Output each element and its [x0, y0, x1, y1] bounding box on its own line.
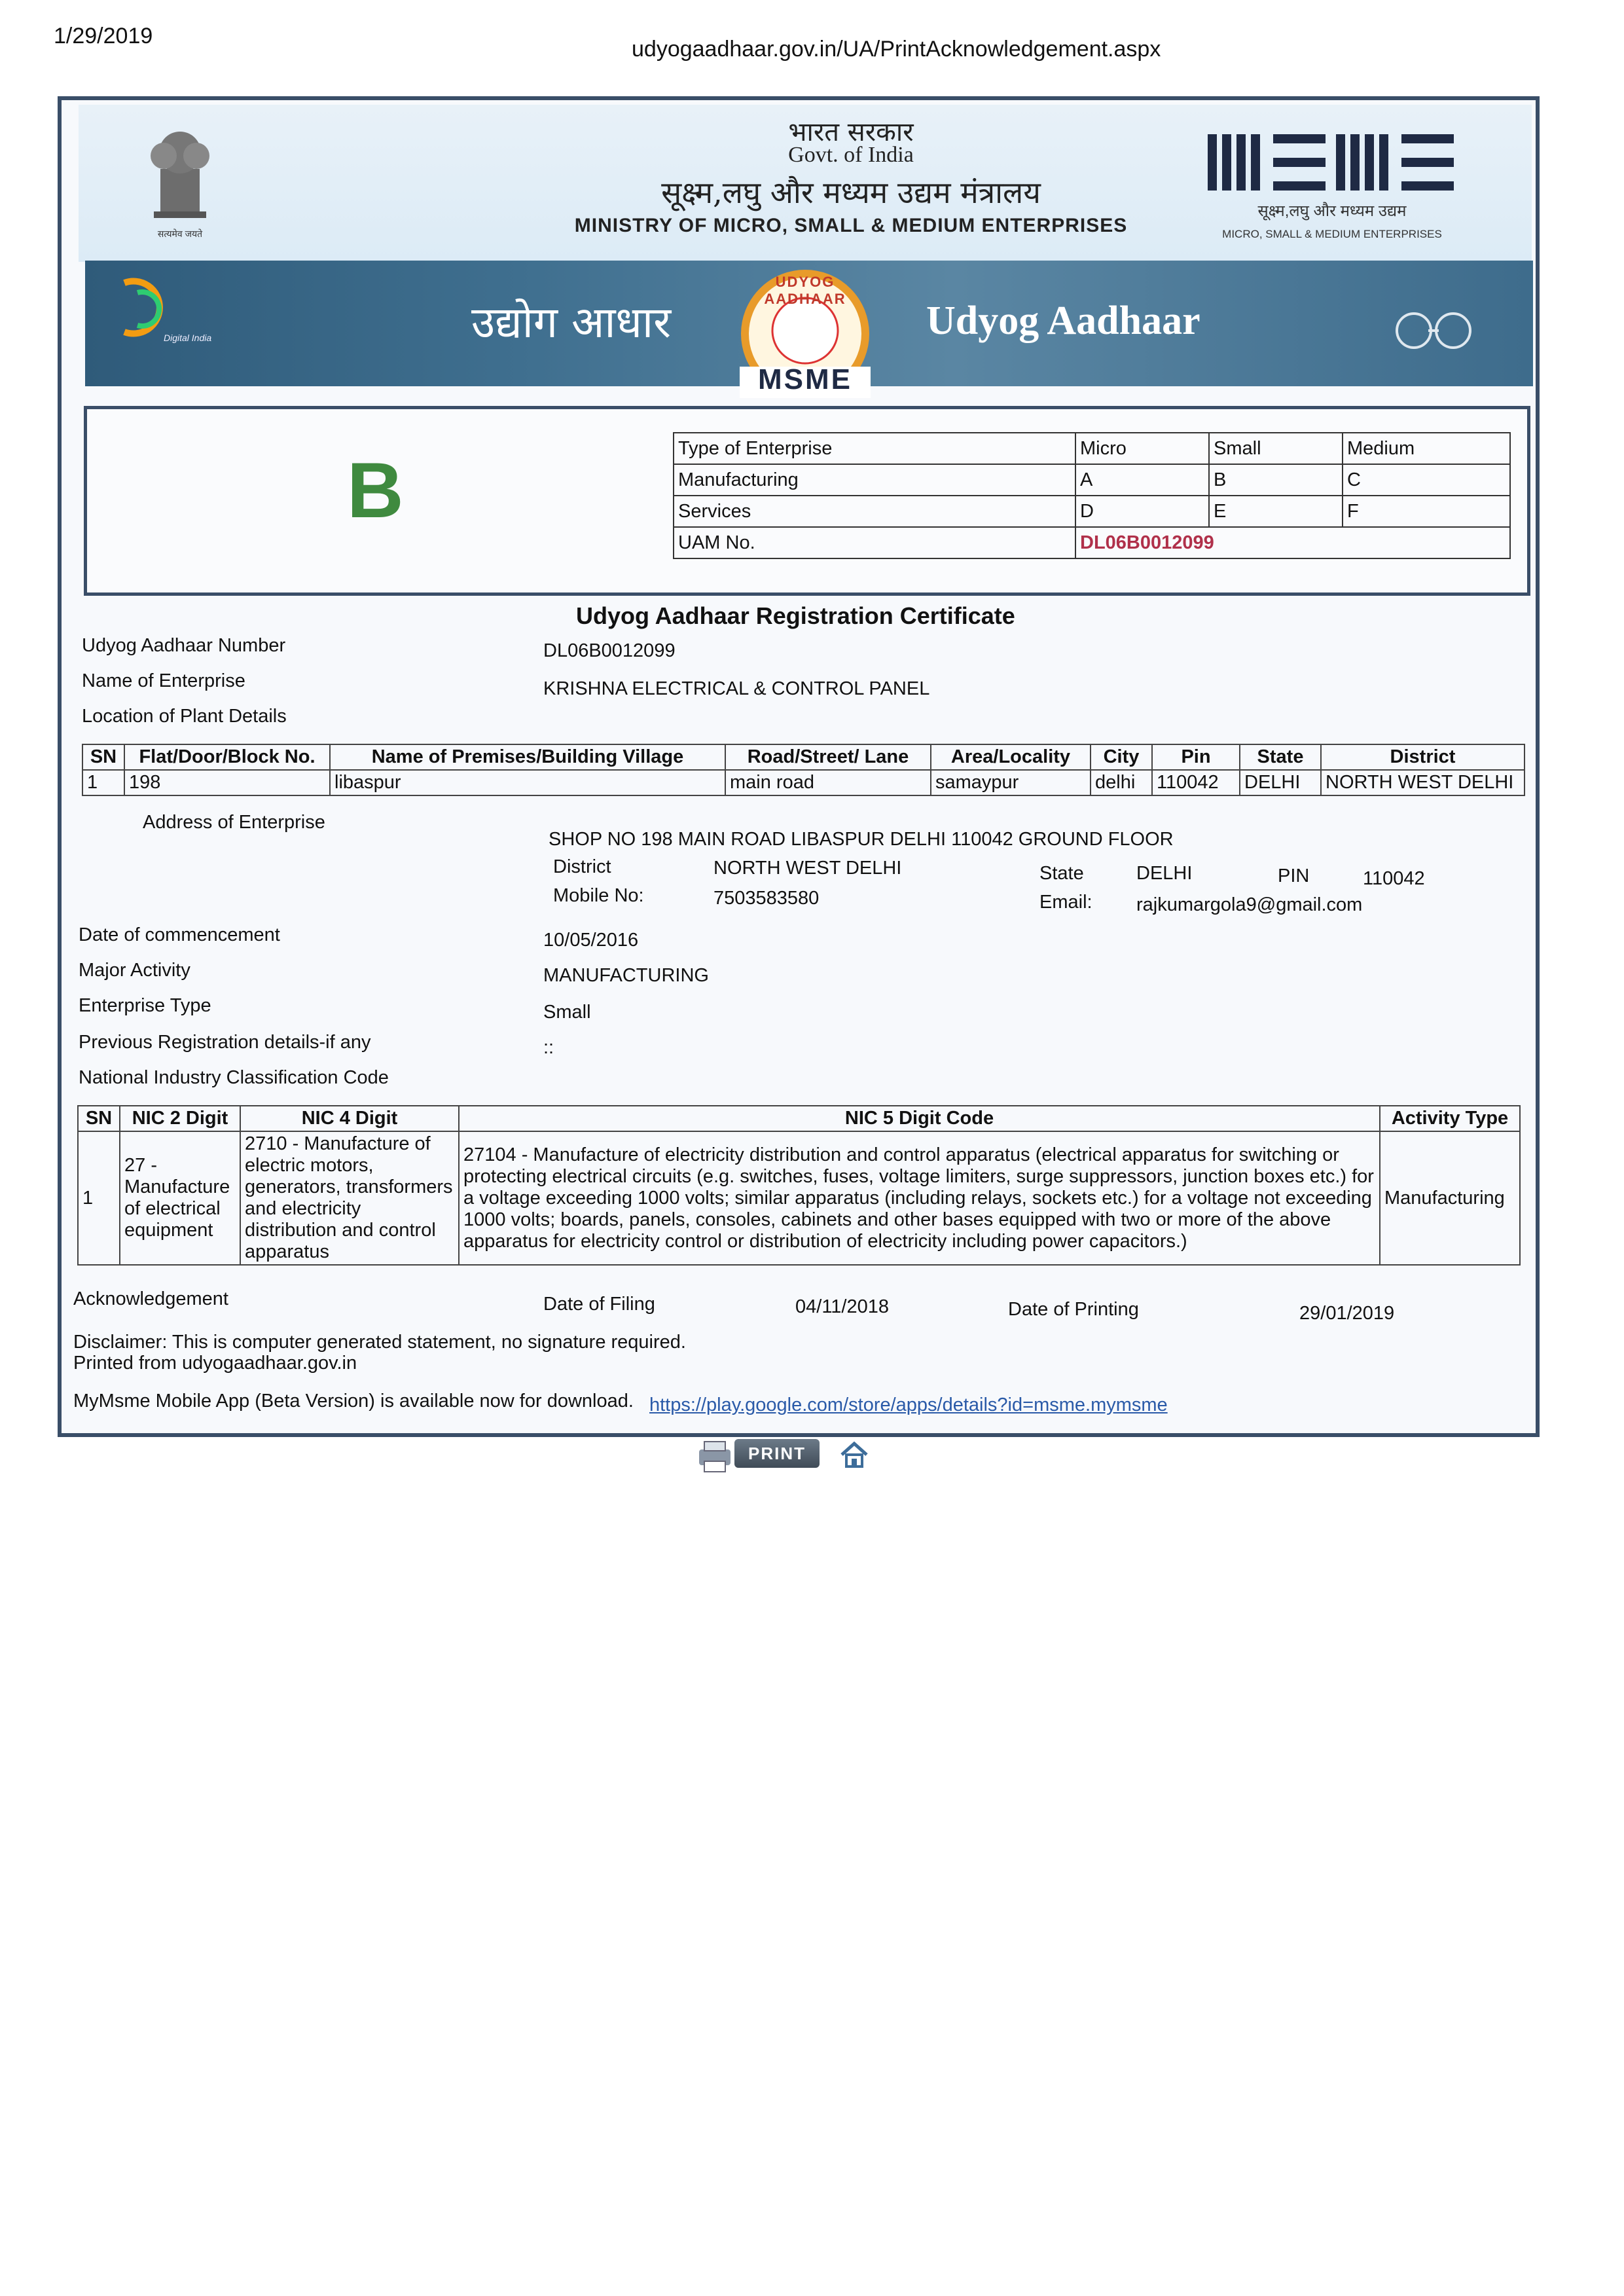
pin-value: 110042 [1363, 868, 1425, 889]
swachh-bharat-icon [1388, 308, 1479, 354]
table-cell: 27104 - Manufacture of electricity distribution and control apparatus (electrical apparatus for switching or protecting electrical circuits (e.g. switches, fuses, voltage limiters, surge suppressors, junction boxes etc.) for a voltage exceeding 1000 volts; similar apparatus (including relays, sockets etc.) for a voltage not exceeding 1000 volts; boards, panels, consoles, cabinets and other bases equipped with two or more of the above apparatus for electricity control or distribution of electricity including power capacitors.) [459, 1131, 1380, 1265]
table-cell: Manufacturing [1380, 1131, 1520, 1265]
hindi-ministry: सूक्ष्म,लघु और मध्यम उद्यम मंत्रालय [661, 175, 1041, 210]
printed-from: Printed from udyogaadhaar.gov.in [73, 1353, 357, 1374]
acknowledgement-label: Acknowledgement [73, 1288, 228, 1309]
print-button[interactable]: PRINT [734, 1439, 820, 1468]
mobile-value: 7503583580 [713, 888, 820, 909]
column-header: SN [78, 1106, 120, 1131]
ministry-name: MINISTRY OF MICRO, SMALL & MEDIUM ENTERPRISES [574, 215, 1128, 236]
plant-location-table [82, 744, 1525, 796]
table-cell: B [1209, 464, 1343, 496]
msme-logo-icon [1208, 134, 1456, 193]
govt-of-india: Govt. of India [788, 143, 914, 167]
table-row [674, 527, 1510, 558]
table-row [674, 433, 1510, 464]
address-line: SHOP NO 198 MAIN ROAD LIBASPUR DELHI 110042 GROUND FLOOR [549, 829, 1174, 850]
table-cell: Small [1209, 433, 1343, 464]
category-letter: B [347, 446, 404, 534]
column-header: Pin [1152, 744, 1240, 770]
column-header: City [1091, 744, 1152, 770]
pin-label: PIN [1278, 866, 1310, 886]
print-url: udyogaadhaar.gov.in/UA/PrintAcknowledgement.aspx [632, 37, 1161, 62]
table-cell: 1 [82, 770, 124, 795]
table-header-row [82, 744, 1525, 770]
table-cell: Manufacturing [674, 464, 1075, 496]
home-icon[interactable] [839, 1440, 869, 1469]
app-download-link[interactable]: https://play.google.com/store/apps/details?id=msme.mymsme [649, 1394, 1168, 1415]
field-label: National Industry Classification Code [79, 1067, 389, 1088]
field-label: Udyog Aadhaar Number [82, 635, 286, 656]
field-label: Enterprise Type [79, 995, 211, 1016]
table-cell: 198 [124, 770, 330, 795]
digital-india-label: Digital India [164, 333, 212, 343]
field-label: Name of Enterprise [82, 670, 245, 691]
msme-sub-caption: MICRO, SMALL & MEDIUM ENTERPRISES [1222, 228, 1442, 240]
state-label: State [1039, 863, 1084, 884]
address-label: Address of Enterprise [143, 812, 325, 833]
field-value: :: [543, 1037, 554, 1058]
filing-date: 04/11/2018 [795, 1296, 889, 1317]
column-header: NIC 2 Digit [120, 1106, 240, 1131]
column-header: District [1321, 744, 1525, 770]
uam-label: UAM No. [674, 527, 1075, 558]
email-label: Email: [1039, 892, 1092, 913]
district-value: NORTH WEST DELHI [713, 858, 902, 879]
field-value: 10/05/2016 [543, 930, 639, 951]
mobile-label: Mobile No: [553, 885, 644, 906]
app-notice: MyMsme Mobile App (Beta Version) is available now for download. [73, 1391, 634, 1412]
print-date: 1/29/2019 [54, 24, 153, 48]
table-cell: F [1343, 496, 1510, 527]
seal-text: UDYOG AADHAAR [764, 274, 846, 307]
column-header: SN [82, 744, 124, 770]
district-label: District [553, 856, 611, 877]
udyog-hindi-title: उद्योग आधार [471, 297, 672, 348]
certificate-title: Udyog Aadhaar Registration Certificate [576, 602, 1015, 629]
seal-msme: MSME [758, 363, 852, 395]
uam-number: DL06B0012099 [1075, 527, 1510, 558]
filing-date-label: Date of Filing [543, 1294, 655, 1315]
digital-india-icon [111, 270, 183, 342]
table-cell: 2710 - Manufacture of electric motors, generators, transformers and electricity distribution and control apparatus [240, 1131, 459, 1265]
column-header: NIC 4 Digit [240, 1106, 459, 1131]
table-cell: 27 - Manufacture of electrical equipment [120, 1131, 240, 1265]
table-cell: 1 [78, 1131, 120, 1265]
field-label: Location of Plant Details [82, 706, 287, 727]
column-header: NIC 5 Digit Code [459, 1106, 1380, 1131]
table-cell: main road [725, 770, 931, 795]
printing-date: 29/01/2019 [1299, 1303, 1395, 1324]
table-cell: Micro [1075, 433, 1209, 464]
table-cell: Medium [1343, 433, 1510, 464]
hindi-govt: भारत सरकार [788, 117, 914, 147]
msme-hindi-caption: सूक्ष्म,लघु और मध्यम उद्यम [1257, 202, 1407, 220]
column-header: Activity Type [1380, 1106, 1520, 1131]
table-cell: 110042 [1152, 770, 1240, 795]
table-header-row [78, 1106, 1520, 1131]
field-label: Date of commencement [79, 924, 280, 945]
udyog-en-title: Udyog Aadhaar [926, 299, 1200, 343]
table-cell: delhi [1091, 770, 1152, 795]
national-emblem-icon [141, 117, 219, 238]
field-value: DL06B0012099 [543, 640, 676, 661]
emblem-caption: सत्यमेव जयते [157, 228, 203, 239]
field-value: MANUFACTURING [543, 965, 709, 986]
table-cell: E [1209, 496, 1343, 527]
disclaimer: Disclaimer: This is computer generated statement, no signature required. [73, 1332, 686, 1353]
column-header: Flat/Door/Block No. [124, 744, 330, 770]
state-value: DELHI [1136, 863, 1193, 884]
table-cell: D [1075, 496, 1209, 527]
email-value: rajkumargola9@gmail.com [1136, 894, 1363, 915]
nic-code-table [77, 1105, 1521, 1266]
table-cell: libaspur [330, 770, 725, 795]
table-cell: C [1343, 464, 1510, 496]
field-value: KRISHNA ELECTRICAL & CONTROL PANEL [543, 678, 930, 699]
table-cell: Type of Enterprise [674, 433, 1075, 464]
column-header: State [1240, 744, 1321, 770]
printing-date-label: Date of Printing [1008, 1299, 1139, 1320]
field-label: Major Activity [79, 960, 190, 981]
enterprise-type-table [673, 432, 1511, 559]
column-header: Area/Locality [931, 744, 1091, 770]
printer-icon[interactable] [693, 1438, 734, 1474]
field-value: Small [543, 1002, 591, 1023]
field-label: Previous Registration details-if any [79, 1032, 371, 1053]
table-row [674, 464, 1510, 496]
table-cell: DELHI [1240, 770, 1321, 795]
table-row [674, 496, 1510, 527]
table-cell: NORTH WEST DELHI [1321, 770, 1525, 795]
table-cell: Services [674, 496, 1075, 527]
table-row [78, 1131, 1520, 1265]
column-header: Road/Street/ Lane [725, 744, 931, 770]
table-cell: samaypur [931, 770, 1091, 795]
column-header: Name of Premises/Building Village [330, 744, 725, 770]
table-cell: A [1075, 464, 1209, 496]
table-row [82, 770, 1525, 795]
